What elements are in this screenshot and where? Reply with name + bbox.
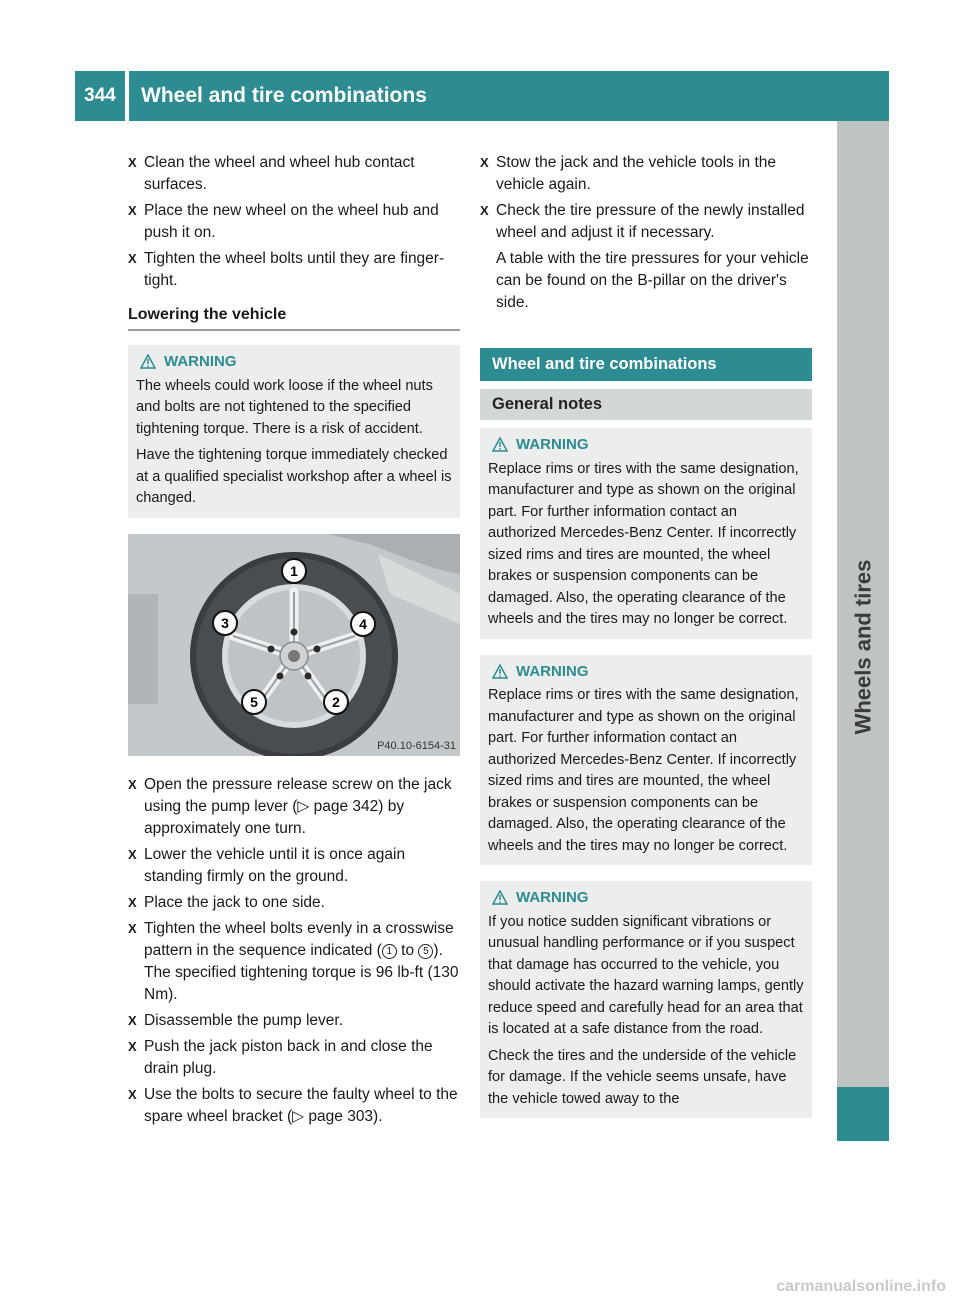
step-marker-icon: X (128, 155, 137, 170)
step-disassemble-lever: X Disassemble the pump lever. (128, 1010, 460, 1032)
callout-1 (282, 559, 306, 583)
callout-4 (351, 612, 375, 636)
warning-header: WARNING (488, 661, 804, 683)
warning-triangle-icon (140, 354, 156, 369)
step-check-pressure: X Check the tire pressure of the newly installed wheel and adjust it if necessary. A table with the tire pressures for your vehicle can be found on the B-pillar on the driver's side. (480, 202, 809, 311)
wheel-figure (128, 534, 460, 756)
left-column (128, 152, 460, 1132)
warning-box-vibrations: WARNING If you notice sudden significant vibrations or unusual handling performance or if you suspect that damage has occurred to the vehicle, you should activate the hazard warning lamps, gently reduce speed and carefully head for an area that is located at a safe distance from the road. Check the tires and the underside of the vehicle for damage. If the vehicle seems unsafe, have the vehicle towed away to the (480, 881, 812, 1118)
warning-triangle-icon (492, 890, 508, 905)
warning-triangle-icon (492, 664, 508, 679)
step-marker-icon: X (128, 776, 137, 792)
step-marker-icon: X (128, 203, 137, 218)
callout-3 (213, 611, 237, 635)
step-marker-icon: X (480, 155, 489, 170)
callout-2 (324, 690, 348, 714)
wheel-illustration (128, 534, 460, 756)
step-place-jack: X Place the jack to one side. (128, 892, 460, 914)
warning-header: WARNING (136, 351, 452, 373)
svg-text:1: 1 (290, 562, 298, 579)
step-marker-icon: X (128, 920, 137, 936)
step-marker-icon: X (128, 1012, 137, 1028)
step-open-release-screw: X Open the pressure release screw on the jack using the pump lever (▷ page 342) by approximately one turn. (128, 775, 452, 837)
svg-text:4: 4 (359, 615, 367, 632)
step-marker-icon: X (128, 251, 137, 266)
step-tighten-finger: X Tighten the wheel bolts until they are finger-tight. (128, 250, 445, 289)
svg-text:5: 5 (250, 693, 258, 710)
subsection-title-bar: General notes (480, 389, 812, 420)
svg-text:3: 3 (221, 614, 229, 631)
side-tab-label-wrap (837, 522, 889, 772)
right-column (480, 152, 812, 1134)
page-number: 344 (75, 71, 125, 121)
step-marker-icon: X (128, 846, 137, 862)
warning-header: WARNING (488, 434, 804, 456)
warning-header: WARNING (488, 887, 804, 909)
step-marker-icon: X (128, 1038, 137, 1054)
step-place-wheel: X Place the new wheel on the wheel hub and push it on. (128, 202, 439, 241)
warning-box-rims-1: WARNING Replace rims or tires with the same designation, manufacturer and type as shown on the original part. For further information contact an authorized Mercedes-Benz Center. If incorrectly sized rims and tires are mounted, the wheel brakes or suspension components can be damaged. Also, the operating clearance of the wheels and the tires may no longer be correct. (480, 428, 812, 639)
side-tab-marker (837, 1087, 889, 1141)
svg-text:2: 2 (332, 693, 340, 710)
warning-box-torque: WARNING The wheels could work loose if the wheel nuts and bolts are not tightened to the specified tightening torque. There is a risk of accident. Have the tightening torque immediately checked at a qualified specialist workshop after a wheel is changed. (128, 345, 460, 518)
watermark: carmanualsonline.info (776, 1278, 946, 1295)
step-tighten-crosswise: X Tighten the wheel bolts evenly in a crosswise pattern in the sequence indicated ( 1 to 5 ). The specified tightening torque is 96 lb-ft (130 Nm). (128, 919, 459, 1003)
section-title-bar: Wheel and tire combinations (480, 348, 812, 381)
figure-code: P40.10-6154-31 (377, 739, 456, 752)
side-tab-label: Wheels and tires (850, 559, 875, 735)
section-heading-lowering: Lowering the vehicle (128, 306, 460, 331)
step-marker-icon: X (128, 894, 137, 910)
warning-triangle-icon (492, 437, 508, 452)
page-title: Wheel and tire combinations (129, 71, 889, 121)
step-clean-hub: X Clean the wheel and wheel hub contact surfaces. (128, 154, 415, 193)
step-lower-vehicle: X Lower the vehicle until it is once again standing firmly on the ground. (128, 845, 406, 885)
callout-ref-1: 1 (382, 944, 397, 959)
callout-5 (242, 690, 266, 714)
step-marker-icon: X (480, 203, 489, 218)
warning-box-rims-2: WARNING Replace rims or tires with the same designation, manufacturer and type as shown on the original part. For further information contact an authorized Mercedes-Benz Center. If incorrectly sized rims and tires are mounted, the wheel brakes or suspension components can be damaged. Also, the operating clearance of the wheels and the tires may no longer be correct. (480, 655, 812, 866)
callout-ref-5: 5 (418, 944, 433, 959)
step-stow-jack: X Stow the jack and the vehicle tools in the vehicle again. (480, 154, 777, 193)
step-secure-faulty-wheel: X Use the bolts to secure the faulty wheel to the spare wheel bracket (▷ page 303). (128, 1085, 458, 1125)
step-push-piston: X Push the jack piston back in and close the drain plug. (128, 1037, 433, 1077)
step-marker-icon: X (128, 1086, 137, 1102)
